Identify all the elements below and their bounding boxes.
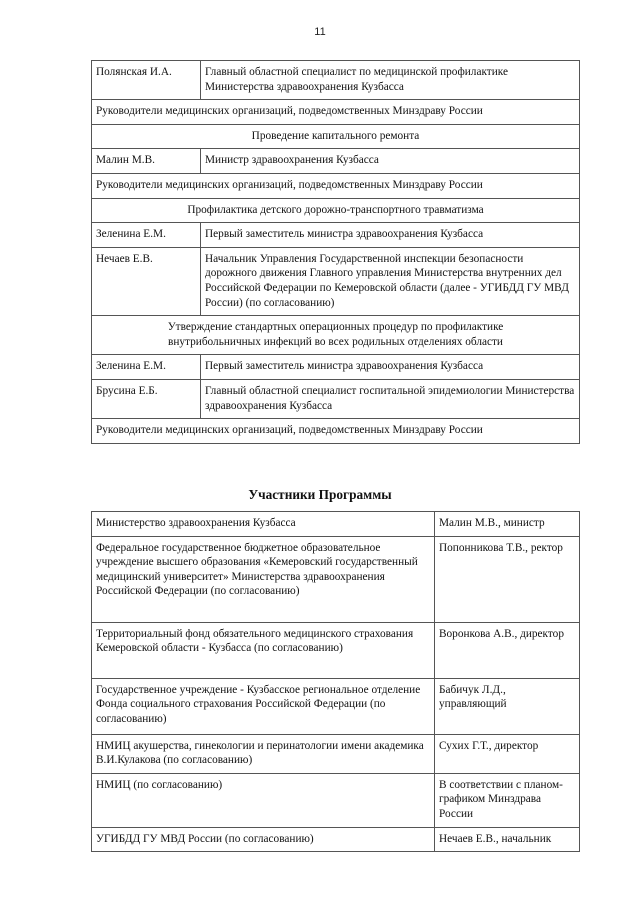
person-name: Брусина Е.Б.: [92, 379, 201, 418]
table-row: [92, 149, 580, 174]
section-heading-cell: Проведение капитального ремонта: [92, 124, 580, 149]
organization-cell: НМИЦ (по согласованию): [92, 773, 435, 827]
table-row: [92, 355, 580, 380]
head-cell: Бабичук Л.Д., управляющий: [435, 678, 580, 734]
organization-cell: Федеральное государственное бюджетное образовательное учреждение высшего образования «Кемеровский государственный медицинский университет» Министерства здравоохранения Российской Федерации (по согласованию): [92, 536, 435, 622]
head-cell: В соответствии с планом-графиком Минздрава России: [435, 773, 580, 827]
head-cell: Попонникова Т.В., ректор: [435, 536, 580, 622]
table-row: [92, 536, 580, 622]
table-row: [92, 419, 580, 444]
person-role: Первый заместитель министра здравоохранения Кузбасса: [201, 223, 580, 248]
section-heading-cell: Утверждение стандартных операционных процедур по профилактике внутрибольничных инфекций во всех родильных отделениях области: [92, 316, 580, 355]
person-role: Первый заместитель министра здравоохранения Кузбасса: [201, 355, 580, 380]
person-name: Малин М.В.: [92, 149, 201, 174]
table-row: [92, 61, 580, 100]
organization-cell: НМИЦ акушерства, гинекологии и перинатологии имени академика В.И.Кулакова (по согласованию): [92, 734, 435, 773]
person-name: Зеленина Е.М.: [92, 355, 201, 380]
organization-cell: Территориальный фонд обязательного медицинского страхования Кемеровской области - Кузбасса (по согласованию): [92, 622, 435, 678]
table-row: [92, 198, 580, 223]
head-cell: Малин М.В., министр: [435, 512, 580, 537]
full-width-cell: Руководители медицинских организаций, подведомственных Минздраву России: [92, 419, 580, 444]
section-heading-cell: Профилактика детского дорожно-транспортного травматизма: [92, 198, 580, 223]
head-cell: Нечаев Е.В., начальник: [435, 827, 580, 852]
participants-table: [91, 511, 580, 852]
table-row: [92, 734, 580, 773]
responsible-persons-table: [91, 60, 580, 444]
organization-cell: УГИБДД ГУ МВД России (по согласованию): [92, 827, 435, 852]
table-row: [92, 100, 580, 125]
table-row: [92, 512, 580, 537]
person-name: Нечаев Е.В.: [92, 247, 201, 315]
person-role: Главный областной специалист госпитальной эпидемиологии Министерства здравоохранения Кузбасса: [201, 379, 580, 418]
table-row: [92, 247, 580, 315]
table-row: [92, 316, 580, 355]
person-name: Зеленина Е.М.: [92, 223, 201, 248]
table-row: [92, 379, 580, 418]
table-row: [92, 827, 580, 852]
organization-cell: Государственное учреждение - Кузбасское региональное отделение Фонда социального страхования Российской Федерации (по согласованию): [92, 678, 435, 734]
head-cell: Сухих Г.Т., директор: [435, 734, 580, 773]
section-title: Участники Программы: [248, 487, 392, 502]
table-row: [92, 622, 580, 678]
full-width-cell: Руководители медицинских организаций, подведомственных Минздраву России: [92, 173, 580, 198]
person-role: Главный областной специалист по медицинской профилактике Министерства здравоохранения Кузбасса: [201, 61, 580, 100]
table-row: [92, 678, 580, 734]
table-row: [92, 173, 580, 198]
page-number: 11: [314, 26, 326, 38]
person-role: Начальник Управления Государственной инспекции безопасности дорожного движения Главного управления Министерства внутренних дел Российской Федерации по Кемеровской области (далее - УГИБДД ГУ МВД России) (по согласованию): [201, 247, 580, 315]
head-cell: Воронкова А.В., директор: [435, 622, 580, 678]
table-row: [92, 223, 580, 248]
organization-cell: Министерство здравоохранения Кузбасса: [92, 512, 435, 537]
person-role: Министр здравоохранения Кузбасса: [201, 149, 580, 174]
full-width-cell: Руководители медицинских организаций, подведомственных Минздраву России: [92, 100, 580, 125]
table-row: [92, 773, 580, 827]
table-row: [92, 124, 580, 149]
person-name: Полянская И.А.: [92, 61, 201, 100]
